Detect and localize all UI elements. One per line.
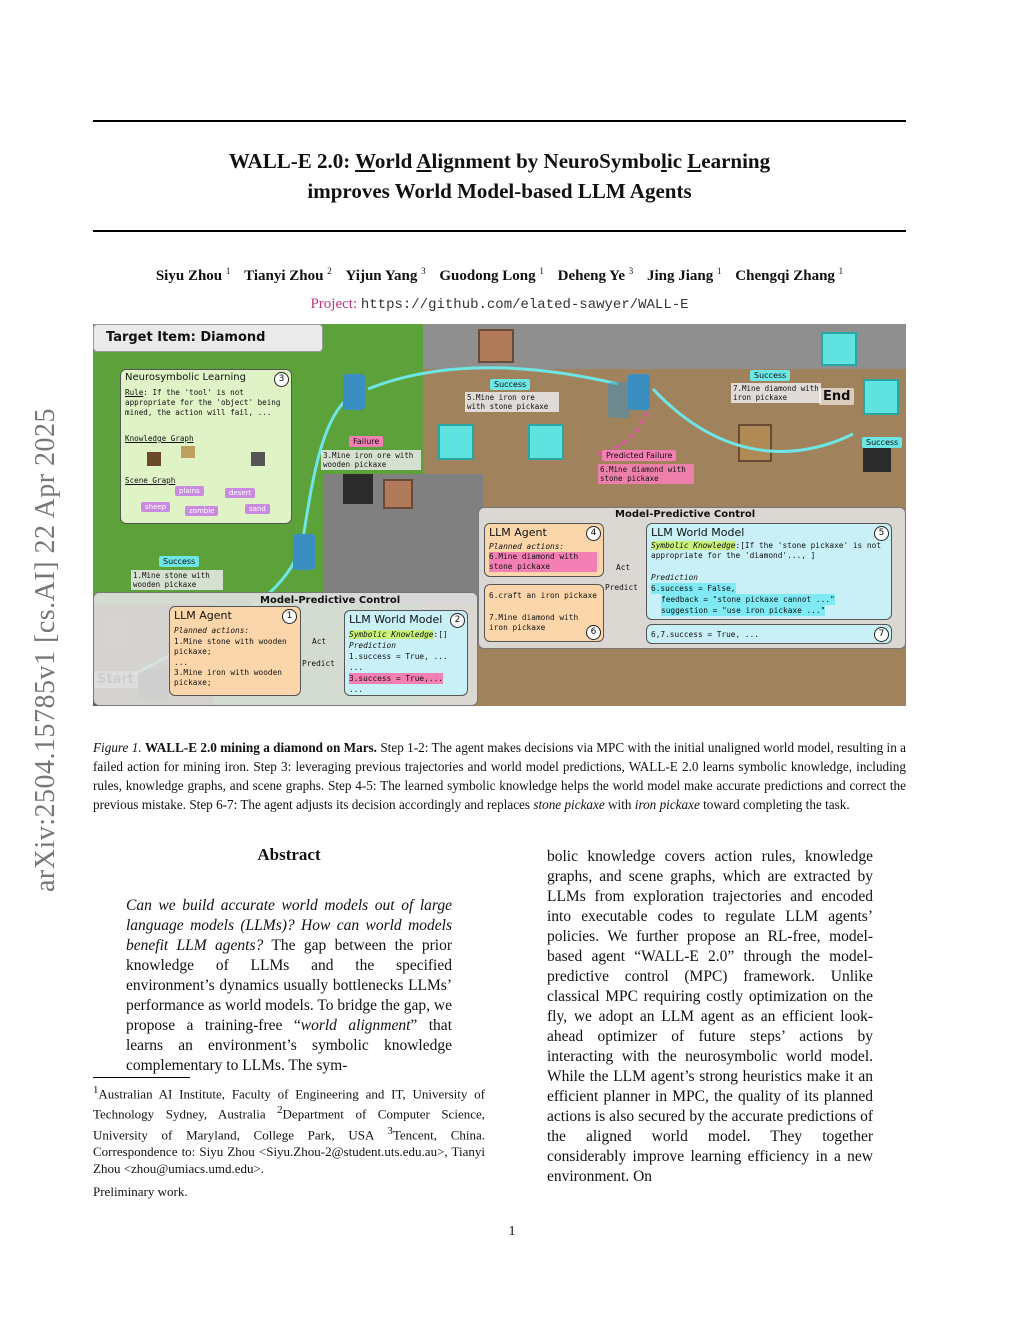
success-label: Success: [159, 556, 199, 567]
llm-agent-box-right: LLM Agent 4 Planned actions: 6.Mine diamond with stone pickaxe: [484, 523, 604, 577]
footnote-rule: [93, 1077, 190, 1078]
author: Tianyi Zhou $^2$: [244, 266, 332, 284]
success-label: Success: [862, 437, 902, 448]
prediction-result-box: 6,7.success = True, ... 7: [646, 624, 892, 644]
author: Jing Jiang $^1$: [647, 266, 722, 284]
paper-title-line2: improves World Model-based LLM Agents: [307, 179, 692, 203]
paper-title-line1: WALL-E 2.0: World Alignment by NeuroSymbolic Learning: [228, 149, 771, 173]
arxiv-identifier: arXiv:2504.15785v1 [cs.AI] 22 Apr 2025: [30, 407, 61, 893]
author: Deheng Ye $^3$: [557, 266, 634, 284]
author-list: [93, 266, 906, 285]
rule-text: Rule: If the 'tool' is not appropriate for the 'object' being mined, the action will fail, ...: [125, 388, 281, 417]
failure-label: Failure: [349, 436, 383, 447]
agent-avatar: [628, 374, 650, 410]
act-arrow-label: Act: [312, 637, 327, 646]
figure-1-minecraft-scene: [93, 324, 906, 706]
success-label: Success: [490, 379, 530, 390]
llm-world-model-box-left: LLM World Model 2 Symbolic Knowledge:[] Prediction 1.success = True, ... ... 3.success = True,... ...: [344, 610, 468, 696]
title-rule-bottom: [93, 230, 906, 232]
preliminary-note: Preliminary work.: [93, 1184, 188, 1199]
author: Siyu Zhou $^1$: [155, 266, 231, 284]
figure-caption: Figure 1. WALL-E 2.0 mining a diamond on Mars. Step 1-2: The agent makes decisions via MPC with the initial unaligned world model, resulting in a failed action for mining iron. Step 3: leveraging previous trajectories and world model predictions, WALL-E 2.0 learns symbolic knowledge, including rules, knowledge graphs, and scene graphs. Step 4-5: The learned symbolic knowledge helps the world model make accurate predictions and correct the previous mistake. Step 6-7: The agent adjusts its decision accordingly and replaces stone pickaxe with iron pickaxe toward completing the task.: [93, 740, 907, 812]
end-label: End: [819, 388, 854, 405]
mpc-panel-left: Model-Predictive Control: [93, 592, 478, 706]
step-label: 6.Mine diamond with stone pickaxe: [598, 464, 694, 484]
step-label: 7.Mine diamond with iron pickaxe: [731, 383, 821, 403]
predict-arrow-label: Predict: [302, 659, 335, 668]
agent-avatar: [343, 374, 365, 410]
predicted-failure-label: Predicted Failure: [602, 450, 676, 461]
target-item-header: Target Item: Diamond: [93, 324, 323, 352]
abstract-heading: Abstract: [257, 845, 321, 864]
page-number: 1: [508, 1224, 516, 1239]
project-link-line: Project: https://github.com/elated-sawyer/WALL-E: [310, 296, 689, 313]
author: Chengqi Zhang $^1$: [735, 266, 844, 284]
stone-block-icon: [251, 452, 265, 466]
step-label: 5.Mine iron ore with stone pickaxe: [465, 392, 559, 412]
abstract-column-2: bolic knowledge covers action rules, knowledge graphs, and scene graphs, which are extracted by LLMs from exploration trajectories and encoded into executable codes to regulate LLM agents’ policies. We further propose an RL-free, model-based agent “WALL-E 2.0” through the model-predictive control (MPC) framework. Unlike classical MPC requiring costly optimization on the fly, we adopt an LLM agent as an efficient look-ahead optimizer of future steps’ actions by interacting with the neurosymbolic world model. While the LLM agent’s strong heuristics make it an efficient planner in MPC, the quality of its planned actions is also secured by the accurate predictions of the aligned world model. They together considerably improve learning efficiency in a new environment. On: [547, 848, 873, 1185]
abstract-column-1: Can we build accurate world models out of large language models (LLMs)? How can world models benefit LLM agents? The gap between the prior knowledge of LLMs and the specified environment’s dynamics usually bottlenecks LLMs’ performance as world models. To bridge the gap, we propose a training-free “world alignment” that learns an environment’s symbolic knowledge complementary to LLMs. The sym-: [126, 897, 452, 1074]
step-label: 3.Mine iron ore with wooden pickaxe: [321, 450, 421, 470]
author: Yijun Yang $^3$: [345, 266, 426, 284]
agent-avatar-ghost: [608, 382, 630, 418]
act-arrow-label: Act: [616, 563, 631, 572]
pickaxe-icon: [181, 446, 195, 458]
llm-world-model-box-right: LLM World Model 5 Symbolic Knowledge:[If the 'stone pickaxe' is not appropriate for the 'diamond'..., ] Prediction 6.success = False, feedback = "stone pickaxe cannot ..." suggestion = "use iron pickaxe ...": [646, 523, 892, 620]
block-icon: [147, 452, 161, 466]
step-label: 1.Mine stone with wooden pickaxe: [131, 570, 223, 590]
mpc-panel-right: Model-Predictive Control: [478, 507, 906, 649]
predict-arrow-label: Predict: [605, 583, 638, 592]
success-label: Success: [750, 370, 790, 381]
agent-avatar: [293, 534, 315, 570]
author: Guodong Long $^1$: [439, 266, 544, 284]
title-rule-top: [93, 120, 906, 122]
project-url-link[interactable]: https://github.com/elated-sawyer/WALL-E: [360, 297, 689, 313]
llm-agent-box-left: LLM Agent 1 Planned actions: 1.Mine stone with wooden pickaxe; ... 3.Mine iron with wooden pickaxe;: [169, 606, 301, 696]
neurosymbolic-learning-box: Neurosymbolic Learning 3 Rule: If the 'tool' is not appropriate for the 'object' being mined, the action will fail, ... Knowledge Graph Scene Graph plains desert sheep zombie sand: [120, 369, 292, 524]
affiliation-footnote: $^1$Australian AI Institute, Faculty of Engineering and IT, University of Technology Sydney, Australia $^2$Department of Computer Science, University of Maryland, College Park, USA $^3$Tencent, China. Correspondence to: Siyu Zhou <Siyu.Zhou-2@student.uts.edu.au>, Tianyi Zhou <zhou@umiacs.umd.edu>.: [93, 1084, 485, 1176]
llm-agent-revised-box: 6.craft an iron pickaxe 7.Mine diamond with iron pickaxe 6: [484, 584, 604, 642]
